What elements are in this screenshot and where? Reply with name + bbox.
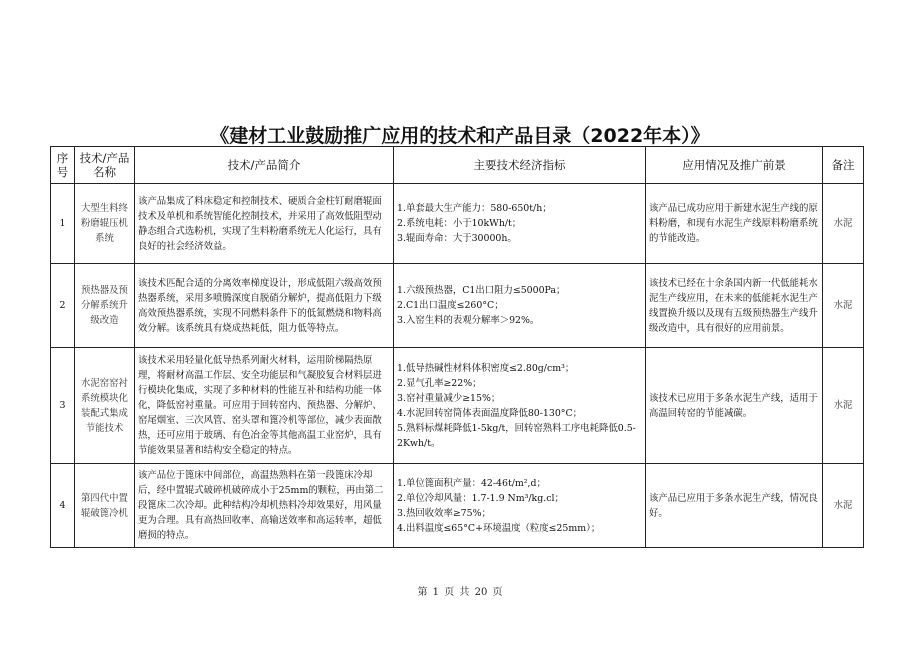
row-name: 水泥窑窑衬系统模块化装配式集成节能技术: [75, 348, 135, 464]
row-name: 第四代中置辊破篦冷机: [75, 464, 135, 548]
indicator-line: 2.单位冷却风量：1.7-1.9 Nm³/kg.cl；: [397, 492, 564, 504]
footer-total-pages: 20: [474, 587, 488, 598]
page-footer: [0, 583, 920, 598]
footer-page-word: 第: [417, 587, 428, 598]
row-application: 该技术已应用于多条水泥生产线，适用于高温回转窑的节能减碳。: [646, 348, 823, 464]
row-note: 水泥: [823, 348, 864, 464]
header-application: 应用情况及推广前景: [646, 147, 823, 184]
table-row: [51, 464, 864, 548]
row-indicators: [394, 264, 646, 348]
footer-page-unit: 页: [444, 587, 455, 598]
table-row: [51, 348, 864, 464]
row-application: 该产品已成功应用于新建水泥生产线的原料粉磨，和现有水泥生产线原料粉磨系统的节能改造。: [646, 184, 823, 264]
indicator-line: 4.水泥回转窑筒体表面温度降低80-130°C；: [397, 407, 583, 419]
row-number: 1: [51, 184, 75, 264]
row-number: 4: [51, 464, 75, 548]
document-title: 《建材工业鼓励推广应用的技术和产品目录（2022年本）》: [210, 125, 710, 147]
table-row: [51, 184, 864, 264]
indicator-line: 1.单位篦面积产量：42-46t/m²,d；: [397, 477, 546, 489]
header-no: 序号: [51, 147, 75, 184]
indicator-line: 2.系统电耗：小于10kWh/t；: [397, 218, 522, 229]
row-number: 2: [51, 264, 75, 348]
row-description: 该产品集成了料床稳定和控制技术、硬质合金柱钉耐磨辊面技术及单机和系统智能化控制技术，并采用了高效低阻型动静态组合式选粉机，实现了生料粉磨系统无人化运行，具有良好的社会经济效益。: [135, 184, 394, 264]
row-application: 该产品已应用于多条水泥生产线，情况良好。: [646, 464, 823, 548]
indicator-line: 1.单套最大生产能力：580-650t/h；: [397, 203, 552, 214]
row-application: 该技术已经在十余条国内新一代低能耗水泥生产线应用，在未来的低能耗水泥生产线置换升级以及现有五级预热器生产线升级改造中，具有很好的应用前景。: [646, 264, 823, 348]
header-name: 技术/产品名称: [75, 147, 135, 184]
indicator-line: 5.熟料标煤耗降低1-5kg/t，回转窑熟料工序电耗降低0.5-2Kwh/t。: [397, 422, 636, 449]
row-indicators: [394, 348, 646, 464]
header-note: 备注: [823, 147, 864, 184]
indicator-line: 3.入窑生料的表观分解率＞92%。: [397, 315, 540, 326]
footer-total-unit: 页: [492, 587, 503, 598]
footer-total-word: 共: [459, 587, 470, 598]
row-note: 水泥: [823, 264, 864, 348]
table-row: [51, 264, 864, 348]
row-name: 大型生料终粉磨辊压机系统: [75, 184, 135, 264]
row-description: 该技术匹配合适的分离效率梯度设计，形成低阻六级高效预热器系统，采用多喷腾深度自脱硝分解炉，提高低阻力下级高效预热器系统，实现不同燃料条件下的低氮燃烧和物料高效分解。该系统具有烧成热耗低，阻力低等特点。: [135, 264, 394, 348]
header-indicators: 主要技术经济指标: [394, 147, 646, 184]
row-note: 水泥: [823, 464, 864, 548]
catalog-table: [50, 146, 864, 548]
indicator-line: 3.窑衬重量减少≥15%；: [397, 392, 501, 404]
indicator-line: 3.辊面寿命：大于30000h。: [397, 233, 517, 244]
row-note: 水泥: [823, 184, 864, 264]
indicator-line: 3.热回收效率≥75%；: [397, 507, 491, 519]
header-desc: 技术/产品简介: [135, 147, 394, 184]
row-indicators: [394, 184, 646, 264]
indicator-line: 1.低导热碱性材料体积密度≤2.80g/cm³；: [397, 362, 575, 374]
row-name: 预热器及预分解系统升级改造: [75, 264, 135, 348]
indicator-line: 1.六级预热器，C1出口阻力≤5000Pa；: [397, 285, 566, 296]
table-header-row: [51, 147, 864, 184]
row-number: 3: [51, 348, 75, 464]
indicator-line: 2.显气孔率≥22%；: [397, 377, 482, 389]
indicator-line: 4.出料温度≤65°C+环境温度（粒度≤25mm）；: [397, 522, 601, 534]
indicator-line: 2.C1出口温度≤260°C；: [397, 300, 504, 311]
row-description: 该技术采用轻量化低导热系列耐火材料，运用阶梯隔热原理，将耐材高温工作层、安全功能层和气凝胶复合材料层进行模块化集成，实现了多种材料的性能互补和结构功能一体化，降低窑衬重量。可应用于回转窑内、预热器、分解炉、窑尾烟室、三次风管、窑头罩和篦冷机等部位，减少表面散热，还可应用于玻璃、有色冶金等其他高温工业窑炉，具有节能效果显著和结构安全稳定的特点。: [135, 348, 394, 464]
row-indicators: [394, 464, 646, 548]
row-description: 该产品位于篦床中间部位，高温热熟料在第一段篦床冷却后，经中置辊式破碎机破碎成小于25mm的颗粒，再由第二段篦床二次冷却。此种结构冷却机热料冷却效果好，用风量更为合理。具有高热回收率、高输送效率和高运转率，超低磨损的特点。: [135, 464, 394, 548]
footer-page-number: 1: [432, 587, 440, 598]
